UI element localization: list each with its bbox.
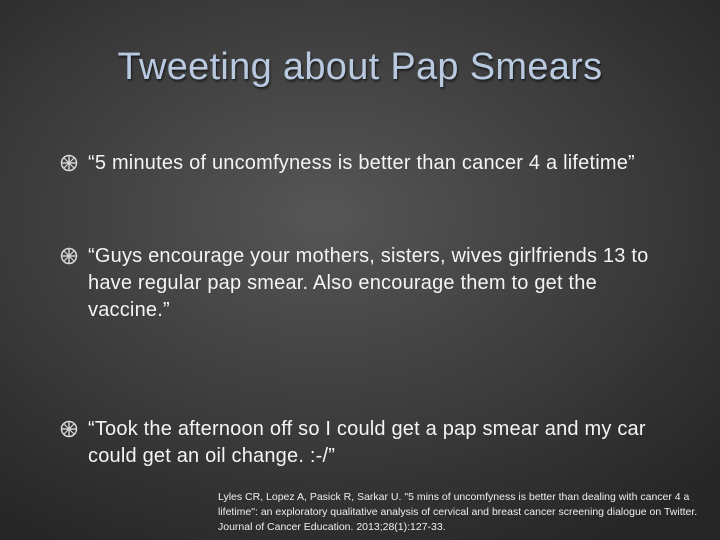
bullet-item	[60, 416, 680, 470]
slide-title: Tweeting about Pap Smears	[117, 46, 603, 88]
bullet-text: “5 minutes of uncomfyness is better than cancer 4 a lifetime”	[88, 152, 635, 174]
citation: Lyles CR, Lopez A, Pasick R, Sarkar U. "5 mins of uncomfyness is better than dealing with cancer 4 a lifetime": an exploratory qualitative analysis of cervical and breast cancer screening dialogue on Twitter. Journal of Cancer Education. 2013;28(1):127-33.	[218, 491, 698, 533]
asterisk-circle-icon	[60, 154, 78, 172]
bullet-text: “Took the afternoon off so I could get a pap smear and my car could get an oil change. :-/”	[88, 418, 646, 467]
asterisk-circle-icon	[60, 420, 78, 438]
asterisk-circle-icon	[60, 247, 78, 265]
bullet-item	[60, 243, 680, 324]
bullet-item	[60, 150, 680, 177]
bullet-text: “Guys encourage your mothers, sisters, wives girlfriends 13 to have regular pap smear. Also encourage them to get the vaccine.”	[88, 245, 649, 321]
